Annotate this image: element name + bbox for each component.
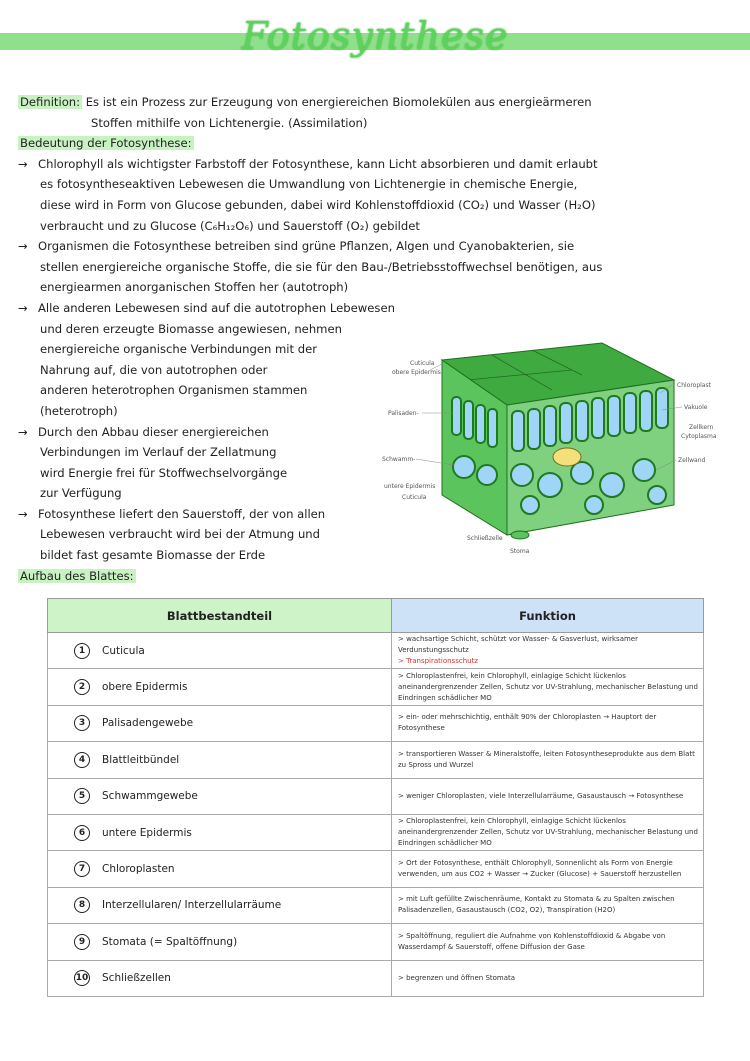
bullet-line: energiereiche organische Verbindungen mit der: [40, 342, 318, 357]
bullet-line: energiearmen anorganischen Stoffen her (autotroph): [40, 280, 349, 295]
function-text: > Chloroplastenfrei, kein Chlorophyll, einlagige Schicht lückenlos aneinandergrenzender Zellen, Schutz vor UV-Strahlung, mechanischer Belastung und Eindringen schädlicher MO: [398, 671, 698, 702]
part-name: Schwammgewebe: [102, 790, 198, 803]
function-text: > Chloroplastenfrei, kein Chlorophyll, einlagige Schicht lückenlos aneinandergrenzender Zellen, Schutz vor UV-Strahlung, mechanischer Belastung und Eindringen schädlicher MO: [398, 817, 698, 848]
part-name: Stomata (= Spaltöffnung): [102, 935, 238, 948]
stoma: [511, 531, 529, 539]
function-cell: [392, 705, 704, 741]
row-number-badge: 4: [74, 752, 90, 768]
bullet-line: diese wird in Form von Glucose gebunden, dabei wird Kohlenstoffdioxid (CO₂) und Wasser (H₂O): [40, 197, 596, 212]
arrow-icon: →: [18, 506, 28, 521]
function-cell: [392, 669, 704, 705]
vascular-bundle: [553, 448, 581, 466]
function-cell: [392, 742, 704, 778]
part-name: Schließzellen: [102, 972, 171, 985]
part-name: Chloroplasten: [102, 863, 175, 876]
part-cell: [48, 887, 392, 923]
function-cell: [392, 778, 704, 814]
part-cell: [48, 851, 392, 887]
bullet-line: (heterotroph): [40, 403, 118, 418]
part-name: Cuticula: [102, 644, 145, 657]
function-text: > Spaltöffnung, reguliert die Aufnahme von Kohlenstoffdioxid & Abgabe von Wasserdampf & Sauerstoff, offene Diffusion der Gase: [398, 931, 666, 951]
bullet-line: verbraucht und zu Glucose (C₆H₁₂O₆) und Sauerstoff (O₂) gebildet: [40, 218, 420, 233]
bullet-line: es fotosyntheseaktiven Lebewesen die Umwandlung von Lichtenergie in chemische Energie,: [40, 177, 578, 192]
part-cell: [48, 814, 392, 850]
function-text: > ein- oder mehrschichtig, enthält 90% der Chloroplasten → Hauptort der Fotosynthese: [398, 713, 657, 733]
part-cell: [48, 960, 392, 996]
definition-label: Definition:: [20, 95, 81, 109]
arrow-icon: →: [18, 156, 28, 171]
label-palisaden: Palisaden-: [388, 410, 419, 417]
function-text: > weniger Chloroplasten, viele Interzellularräume, Gasaustausch → Fotosynthese: [398, 791, 684, 800]
label-cytoplasma: Cytoplasma: [681, 433, 717, 440]
row-number-badge: 3: [74, 715, 90, 731]
row-number-badge: 8: [74, 897, 90, 913]
function-extra: > Transpirationsschutz: [398, 657, 478, 666]
header-function: Funktion: [392, 599, 704, 633]
aufbau-heading: Aufbau des Blattes:: [20, 568, 134, 583]
label-cuticula-top: Cuticula: [410, 360, 435, 367]
arrow-icon: →: [18, 300, 28, 315]
part-name: untere Epidermis: [102, 826, 192, 839]
function-cell: [392, 960, 704, 996]
row-number-badge: 9: [74, 934, 90, 950]
label-schliesszelle: Schließzelle: [467, 535, 503, 542]
row-number-badge: 2: [74, 679, 90, 695]
table-row: [48, 669, 704, 705]
label-chloroplast: Chloroplast: [677, 382, 711, 389]
bullet-line: → Organismen die Fotosynthese betreiben sind grüne Pflanzen, Algen und Cyanobakterien, sie: [18, 236, 730, 257]
label-zellkern: Zellkern: [689, 424, 714, 431]
bullet-line: → Chlorophyll als wichtigster Farbstoff der Fotosynthese, kann Licht absorbieren und damit erlaubt: [18, 154, 730, 175]
part-cell: [48, 778, 392, 814]
leaf-cross-section-diagram: [372, 335, 722, 565]
label-zellwand: Zellwand: [678, 457, 706, 464]
part-name: Blattleitbündel: [102, 753, 180, 766]
arrow-icon: →: [18, 239, 28, 254]
function-cell: [392, 633, 704, 669]
table-row: [48, 705, 704, 741]
arrow-icon: →: [18, 424, 28, 439]
function-text: > wachsartige Schicht, schützt vor Wasser- & Gasverlust, wirksamer Verdunstungsschutz: [398, 635, 638, 655]
leaf-parts-table: [47, 598, 704, 997]
row-number-badge: 6: [74, 825, 90, 841]
part-cell: [48, 633, 392, 669]
bullet-line: Lebewesen verbraucht wird bei der Atmung und: [40, 527, 321, 542]
part-cell: [48, 705, 392, 741]
bullet-line: → Alle anderen Lebewesen sind auf die autotrophen Lebewesen: [18, 298, 398, 319]
bullet-line: und deren erzeugte Biomasse angewiesen, nehmen: [40, 321, 342, 336]
page-title: Fotosynthese: [241, 14, 509, 58]
table-row: [48, 742, 704, 778]
row-number-badge: 5: [74, 788, 90, 804]
function-cell: [392, 814, 704, 850]
function-text: > Ort der Fotosynthese, enthält Chlorophyll, Sonnenlicht als Form von Energie verwenden, um aus CO2 + Wasser → Zucker (Glucose) + Sauerstoff herzustellen: [398, 859, 682, 879]
part-name: Interzellularen/ Interzellularräume: [102, 899, 282, 912]
table-row: [48, 778, 704, 814]
function-text: > transportieren Wasser & Mineralstoffe, leiten Fotosyntheseprodukte aus dem Blatt zu Spross und Wurzel: [398, 749, 695, 769]
part-name: obere Epidermis: [102, 681, 188, 694]
narrow-column: [18, 298, 398, 566]
bullet-line: bildet fast gesamte Biomasse der Erde: [40, 548, 266, 563]
bullet-line: anderen heterotrophen Organismen stammen: [40, 383, 308, 398]
label-stoma: Stoma: [510, 548, 530, 555]
function-cell: [392, 924, 704, 960]
bullet-line: zur Verfügung: [40, 486, 122, 501]
function-text: > mit Luft gefüllte Zwischenräume, Kontakt zu Stomata & zu Spalten zwischen Palisadenzellen, Gasaustausch (CO2, O2), Transpiration (H2O): [398, 895, 675, 915]
table-row: [48, 887, 704, 923]
definition-line-1: Definition: Es ist ein Prozess zur Erzeugung von energiereichen Biomolekülen aus energieärmeren: [20, 95, 592, 109]
function-text: > begrenzen und öffnen Stomata: [398, 973, 516, 982]
header-part: Blattbestandteil: [48, 599, 392, 633]
part-cell: [48, 669, 392, 705]
bullet-line: → Durch den Abbau dieser energiereichen: [18, 422, 398, 443]
bedeutung-heading: Bedeutung der Fotosynthese:: [20, 136, 192, 151]
part-cell: [48, 742, 392, 778]
bullet-line: → Fotosynthese liefert den Sauerstoff, der von allen: [18, 504, 398, 525]
part-name: Palisadengewebe: [102, 717, 194, 730]
label-schwamm: Schwamm-: [382, 456, 416, 463]
table-row: [48, 851, 704, 887]
function-cell: [392, 851, 704, 887]
row-number-badge: 1: [74, 643, 90, 659]
table-row: [48, 924, 704, 960]
row-number-badge: 7: [74, 861, 90, 877]
label-untere-epidermis: untere Epidermis: [384, 483, 436, 490]
label-obere-epidermis: obere Epidermis: [392, 369, 441, 376]
definition-line-2: Stoffen mithilfe von Lichtenergie. (Assimilation): [91, 115, 368, 130]
function-cell: [392, 887, 704, 923]
table-row: [48, 960, 704, 996]
label-vakuole: Vakuole: [684, 404, 708, 411]
bullet-line: Nahrung auf, die von autotrophen oder: [40, 362, 268, 377]
bullet-line: stellen energiereiche organische Stoffe, die sie für den Bau-/Betriebsstoffwechsel benötigen, aus: [40, 259, 603, 274]
row-number-badge: 10: [74, 970, 90, 986]
label-cuticula-bottom: Cuticula: [402, 494, 427, 501]
table-row: [48, 814, 704, 850]
part-cell: [48, 924, 392, 960]
bullet-line: Verbindungen im Verlauf der Zellatmung: [40, 445, 277, 460]
table-row: [48, 633, 704, 669]
bullet-line: wird Energie frei für Stoffwechselvorgänge: [40, 465, 288, 480]
